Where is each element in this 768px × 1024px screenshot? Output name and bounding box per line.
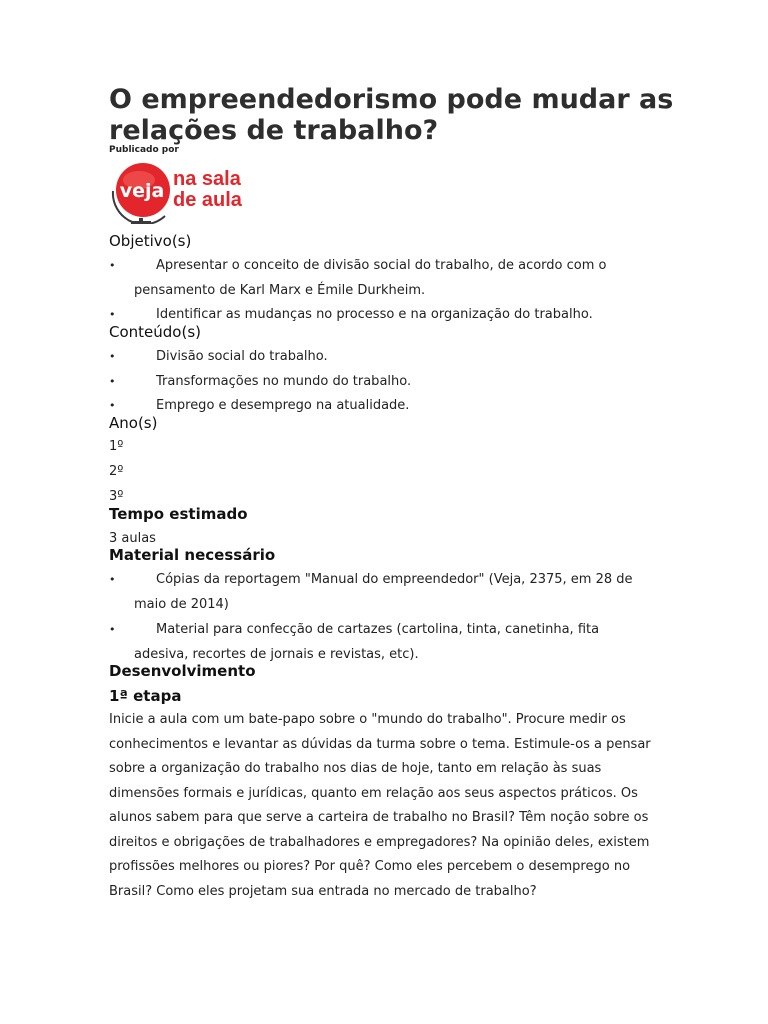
svg-text:veja: veja bbox=[119, 180, 165, 202]
page-title: O empreendedorismo pode mudar as relações de trabalho? bbox=[109, 84, 674, 146]
svg-text:de aula: de aula bbox=[173, 189, 242, 211]
objetivo-item-1-line1: Apresentar o conceito de divisão social do trabalho, de acordo com o bbox=[156, 258, 607, 273]
ano-item-3: 3º bbox=[109, 489, 124, 504]
anos-heading: Ano(s) bbox=[109, 414, 158, 432]
objetivo-item-1-line2: pensamento de Karl Marx e Émile Durkheim. bbox=[134, 283, 426, 298]
tempo-value: 3 aulas bbox=[109, 531, 156, 546]
bullet: • bbox=[109, 399, 116, 412]
material-heading: Material necessário bbox=[109, 546, 276, 564]
material-item-2-line2: adesiva, recortes de jornais e revistas, etc). bbox=[134, 647, 419, 662]
etapa-heading: 1ª etapa bbox=[109, 687, 182, 705]
conteudo-item-3: Emprego e desemprego na atualidade. bbox=[156, 398, 410, 413]
material-item-2-line1: Material para confecção de cartazes (cartolina, tinta, canetinha, fita bbox=[156, 622, 600, 637]
ano-item-1: 1º bbox=[109, 439, 124, 454]
bullet: • bbox=[109, 623, 116, 636]
desenvolvimento-heading: Desenvolvimento bbox=[109, 662, 256, 680]
objetivos-heading: Objetivo(s) bbox=[109, 232, 192, 250]
objetivo-item-2: Identificar as mudanças no processo e na organização do trabalho. bbox=[156, 307, 593, 322]
bullet: • bbox=[109, 259, 116, 272]
veja-na-sala-de-aula-logo bbox=[109, 158, 259, 224]
etapa-paragraph: Inicie a aula com um bate-papo sobre o "mundo do trabalho". Procure medir os conhecimentos e levantar as dúvidas da turma sobre o tema. Estimule-os a pensar sobre a organização do trabalho nos dias de hoje, tanto em relação às suas dimensões formais e jurídicas, quanto em relação aos seus aspectos práticos. Os alunos sabem para que serve a carteira de trabalho no Brasil? Têm noção sobre os direitos e obrigações de trabalhadores e empregadores? Na opinião deles, existem profissões melhores ou piores? Por quê? Como eles percebem o desemprego no Brasil? Como eles projetam sua entrada no mercado de trabalho? bbox=[109, 712, 651, 899]
svg-text:na sala: na sala bbox=[173, 168, 241, 190]
material-item-1-line1: Cópias da reportagem "Manual do empreendedor" (Veja, 2375, em 28 de bbox=[156, 572, 633, 587]
conteudo-item-2: Transformações no mundo do trabalho. bbox=[156, 374, 412, 389]
conteudos-heading: Conteúdo(s) bbox=[109, 323, 201, 341]
bullet: • bbox=[109, 375, 116, 388]
tempo-heading: Tempo estimado bbox=[109, 505, 248, 523]
bullet: • bbox=[109, 573, 116, 586]
ano-item-2: 2º bbox=[109, 464, 124, 479]
published-by-label: Publicado por bbox=[109, 145, 179, 155]
bullet: • bbox=[109, 308, 116, 321]
material-item-1-line2: maio de 2014) bbox=[134, 597, 229, 612]
bullet: • bbox=[109, 350, 116, 363]
conteudo-item-1: Divisão social do trabalho. bbox=[156, 349, 328, 364]
